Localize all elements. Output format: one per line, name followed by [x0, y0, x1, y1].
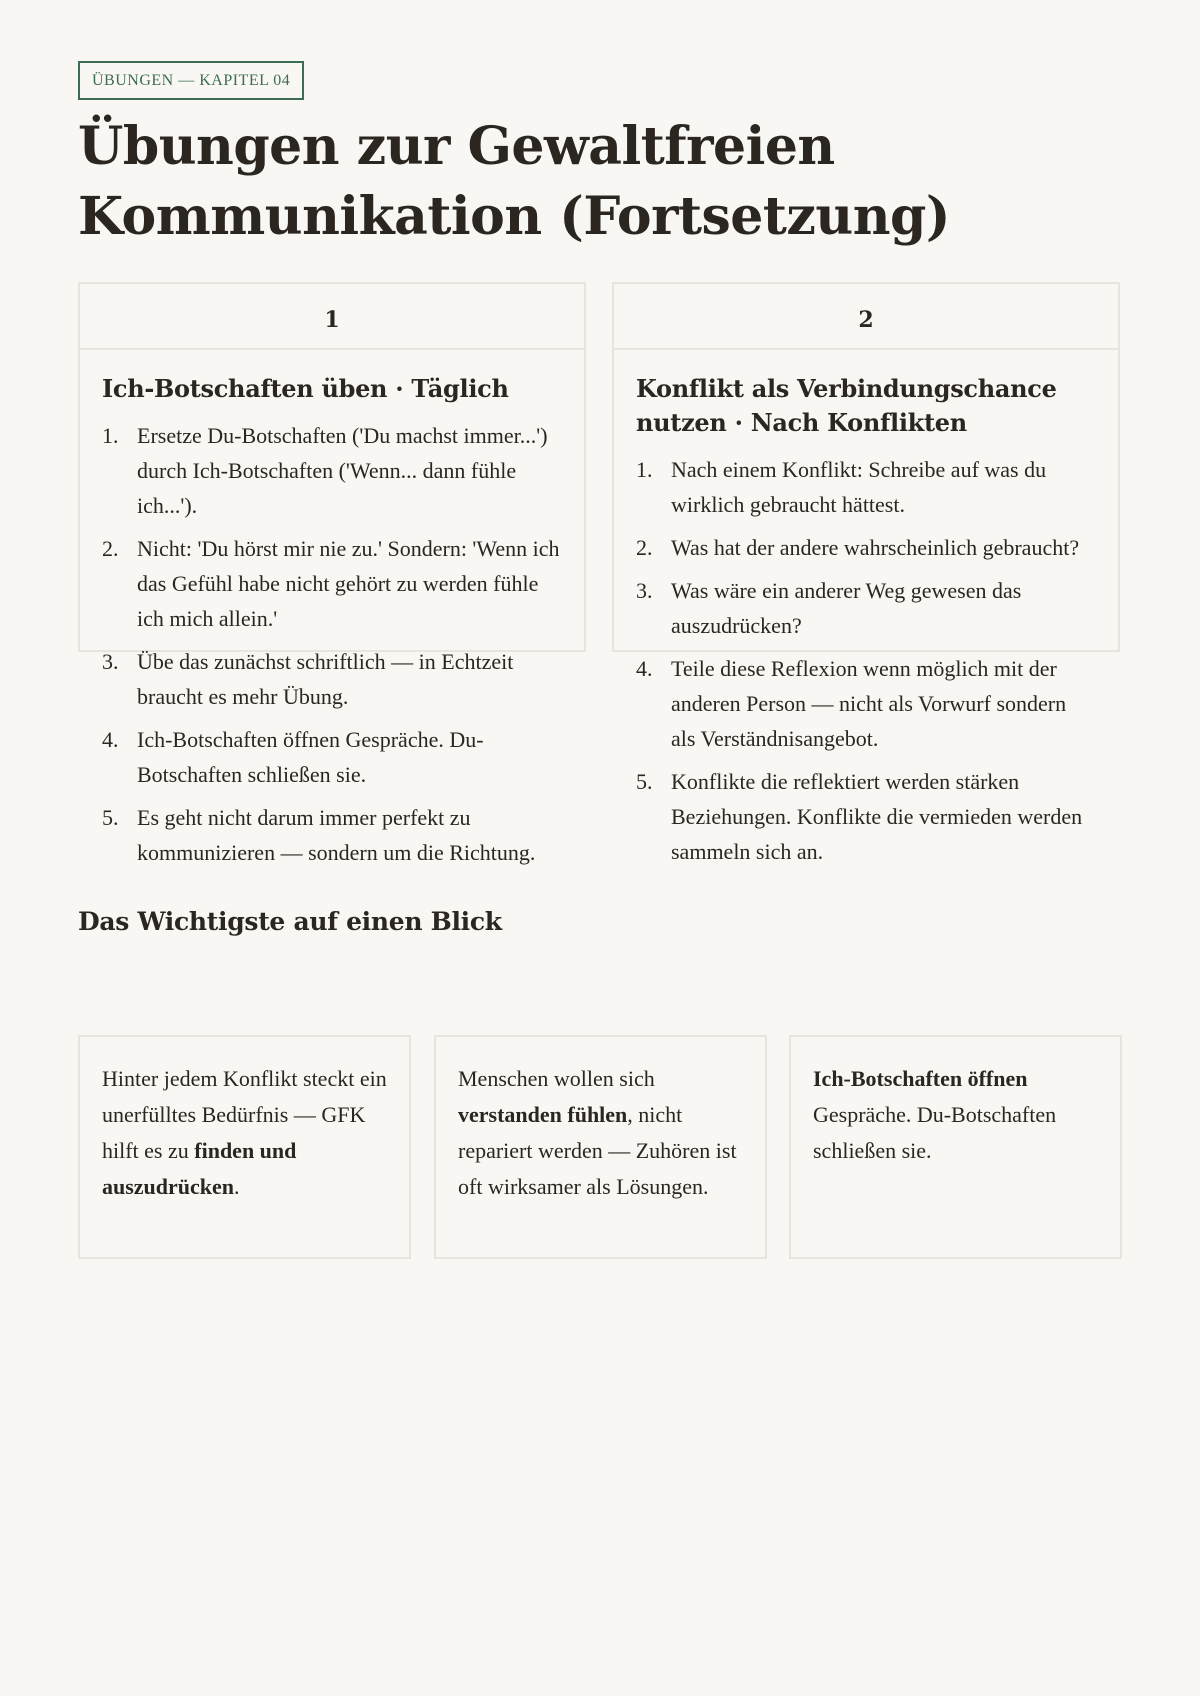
step-number: 2.: [636, 535, 653, 560]
summary-text: .: [234, 1174, 240, 1199]
summary-text: Hinter jedem Konflikt steckt ein unerfülltes Bedürfnis — GFK hilft es zu: [102, 1066, 387, 1163]
step-text: Nach einem Konflikt: Schreibe auf was du wirklich gebraucht hättest.: [671, 457, 1047, 517]
exercise-steps: [636, 452, 1096, 869]
step-number: 5.: [102, 805, 119, 830]
summary-box: [78, 1035, 411, 1259]
step-text: Was wäre ein anderer Weg gewesen das auszudrücken?: [671, 578, 1022, 638]
step-text: Ich-Botschaften öffnen Gespräche. Du-Botschaften schließen sie.: [137, 727, 484, 787]
step-text: Es geht nicht darum immer perfekt zu kommunizieren — sondern um die Richtung.: [137, 805, 536, 865]
summary-box: [434, 1035, 767, 1259]
step-text: Übe das zunächst schriftlich — in Echtzeit braucht es mehr Übung.: [137, 649, 514, 709]
step-text: Konflikte die reflektiert werden stärken Beziehungen. Konflikte die vermieden werden sammeln sich an.: [671, 769, 1083, 864]
step-number: 1.: [636, 457, 653, 482]
exercise-body: [80, 350, 584, 870]
list-item: [636, 573, 1096, 643]
exercise-steps: [102, 418, 562, 870]
chapter-tag: ÜBUNGEN — KAPITEL 04: [78, 61, 304, 100]
step-text: Nicht: 'Du hörst mir nie zu.' Sondern: 'Wenn ich das Gefühl habe nicht gehört zu werden fühle ich mich allein.': [137, 536, 560, 631]
summary-box: [789, 1035, 1122, 1259]
page: [78, 61, 1122, 865]
list-item: [636, 764, 1096, 869]
list-item: [636, 651, 1096, 756]
exercise-body: [614, 350, 1118, 869]
summary-text: , nicht repariert werden — Zuhören ist oft wirksamer als Lösungen.: [458, 1102, 737, 1199]
exercise-number: 1: [80, 284, 584, 350]
exercise-card-2: [612, 282, 1120, 864]
summary-emphasis: Ich-Botschaften öffnen: [813, 1066, 1028, 1091]
summary-emphasis: finden und auszudrücken: [102, 1138, 297, 1199]
summary-text: Menschen wollen sich: [458, 1066, 655, 1091]
exercise-cards: [78, 282, 1122, 865]
step-number: 4.: [102, 727, 119, 752]
step-number: 3.: [636, 578, 653, 603]
summary-boxes: [78, 1035, 1122, 1259]
exercise-number: 2: [614, 284, 1118, 350]
step-number: 4.: [636, 656, 653, 681]
step-number: 1.: [102, 423, 119, 448]
step-text: Ersetze Du-Botschaften ('Du machst immer...') durch Ich-Botschaften ('Wenn... dann fühle ich...').: [137, 423, 548, 518]
exercise-title: Ich-Botschaften üben · Täglich: [102, 374, 509, 403]
page-title: Übungen zur Gewaltfreien Kommunikation (Fortsetzung): [78, 116, 950, 247]
list-item: [636, 530, 1096, 565]
list-item: [102, 531, 562, 636]
list-item: [102, 722, 562, 792]
list-item: [102, 800, 562, 870]
list-item: [636, 452, 1096, 522]
exercise-title: Konflikt als Verbindungschance nutzen · Nach Konflikten: [636, 374, 1057, 437]
exercise-card-1: [78, 282, 586, 865]
list-item: [102, 418, 562, 523]
step-text: Was hat der andere wahrscheinlich gebraucht?: [671, 535, 1080, 560]
summary-heading: Das Wichtigste auf einen Blick: [78, 907, 502, 936]
step-number: 2.: [102, 536, 119, 561]
step-number: 3.: [102, 649, 119, 674]
step-number: 5.: [636, 769, 653, 794]
summary-text: Gespräche. Du-Botschaften schließen sie.: [813, 1102, 1057, 1163]
summary-emphasis: verstanden fühlen: [458, 1102, 628, 1127]
list-item: [102, 644, 562, 714]
step-text: Teile diese Reflexion wenn möglich mit der anderen Person — nicht als Vorwurf sondern als Verständnisangebot.: [671, 656, 1067, 751]
